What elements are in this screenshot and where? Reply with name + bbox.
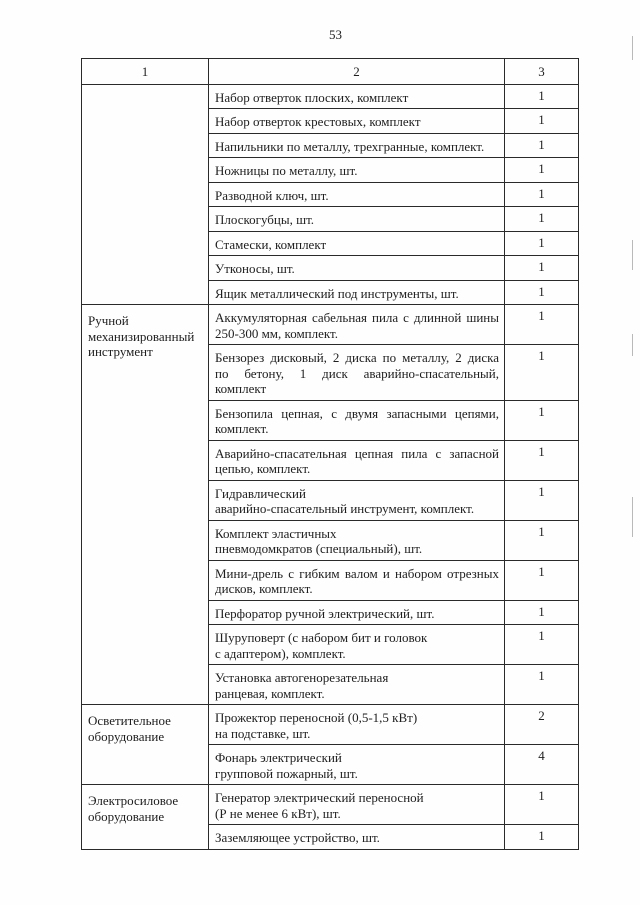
- scan-artifact: [632, 36, 633, 60]
- header-col-1: 1: [82, 59, 209, 85]
- item-name-cell: Стамески, комплект: [209, 231, 505, 256]
- item-quantity-cell: 1: [505, 520, 579, 560]
- page-number: 53: [329, 27, 342, 42]
- item-name-cell: Разводной ключ, шт.: [209, 182, 505, 207]
- item-name-line: комплект: [215, 381, 267, 396]
- item-name-cell: [209, 440, 505, 480]
- header-col-2: 2: [209, 59, 505, 85]
- item-name-line: Мини-дрель с гибким валом и набором отрезных: [215, 565, 499, 581]
- category-cell: [82, 84, 209, 305]
- item-name-cell: [209, 345, 505, 401]
- item-name-cell: Заземляющее устройство, шт.: [209, 825, 505, 850]
- item-name-line: по бетону, 1 диск аварийно-спасательный,: [215, 365, 499, 381]
- item-quantity-cell: 1: [505, 665, 579, 705]
- item-name-cell: [209, 400, 505, 440]
- item-name-cell: Набор отверток крестовых, комплект: [209, 109, 505, 134]
- table-header: [82, 59, 579, 85]
- item-name-line: Аккумуляторная сабельная пила с длинной шины: [215, 310, 499, 325]
- item-quantity-cell: 1: [505, 231, 579, 256]
- item-name-line: цепью, комплект.: [215, 461, 311, 476]
- item-name-cell: Прожектор переносной (0,5-1,5 кВт) на подставке, шт.: [209, 705, 505, 745]
- scan-artifact: [632, 497, 633, 537]
- item-name-cell: Гидравлический аварийно-спасательный инструмент, комплект.: [209, 480, 505, 520]
- table-body: [82, 84, 579, 849]
- item-name-cell: Ящик металлический под инструменты, шт.: [209, 280, 505, 305]
- scan-artifact: [632, 334, 633, 356]
- item-name-cell: Напильники по металлу, трехгранные, комплект.: [209, 133, 505, 158]
- item-quantity-cell: 1: [505, 133, 579, 158]
- table-row: [82, 84, 579, 109]
- item-quantity-cell: 1: [505, 182, 579, 207]
- item-name-cell: Ножницы по металлу, шт.: [209, 158, 505, 183]
- item-name-line: комплект.: [215, 421, 269, 436]
- table-row: [82, 705, 579, 745]
- table-row: [82, 305, 579, 345]
- category-cell: Электросиловое оборудование: [82, 785, 209, 850]
- table-row: [82, 785, 579, 825]
- item-name-line: Аварийно-спасательная цепная пила с запасной: [215, 445, 499, 461]
- item-quantity-cell: 1: [505, 84, 579, 109]
- item-quantity-cell: 1: [505, 158, 579, 183]
- item-name-cell: [209, 560, 505, 600]
- header-col-3: 3: [505, 59, 579, 85]
- item-quantity-cell: 1: [505, 305, 579, 345]
- item-name-cell: Генератор электрический переносной (Р не менее 6 кВт), шт.: [209, 785, 505, 825]
- item-quantity-cell: 1: [505, 256, 579, 281]
- item-name-line: Бензопила цепная, с двумя запасными цепями,: [215, 405, 499, 421]
- item-name-cell: Плоскогубцы, шт.: [209, 207, 505, 232]
- item-quantity-cell: 1: [505, 400, 579, 440]
- item-name-line: 250-300 мм, комплект.: [215, 325, 338, 341]
- item-quantity-cell: 1: [505, 207, 579, 232]
- item-quantity-cell: 1: [505, 560, 579, 600]
- item-quantity-cell: 1: [505, 345, 579, 401]
- category-cell: Осветительное оборудование: [82, 705, 209, 785]
- item-quantity-cell: 1: [505, 480, 579, 520]
- item-name-cell: Утконосы, шт.: [209, 256, 505, 281]
- item-name-cell: Набор отверток плоских, комплект: [209, 84, 505, 109]
- scan-artifact: [632, 240, 633, 270]
- item-name-cell: Шуруповерт (с набором бит и головок с адаптером), комплект.: [209, 625, 505, 665]
- item-quantity-cell: 1: [505, 109, 579, 134]
- item-name-cell: [209, 305, 505, 345]
- equipment-table: [81, 58, 579, 850]
- item-quantity-cell: 2: [505, 705, 579, 745]
- item-quantity-cell: 1: [505, 625, 579, 665]
- item-name-cell: Фонарь электрический групповой пожарный, шт.: [209, 745, 505, 785]
- item-quantity-cell: 4: [505, 745, 579, 785]
- category-cell: Ручной механизированный инструмент: [82, 305, 209, 705]
- item-quantity-cell: 1: [505, 825, 579, 850]
- item-name-cell: Перфоратор ручной электрический, шт.: [209, 600, 505, 625]
- item-name-cell: Комплект эластичных пневмодомкратов (специальный), шт.: [209, 520, 505, 560]
- item-quantity-cell: 1: [505, 440, 579, 480]
- item-quantity-cell: 1: [505, 280, 579, 305]
- header-row: [82, 59, 579, 85]
- item-quantity-cell: 1: [505, 785, 579, 825]
- item-name-cell: Установка автогенорезательная ранцевая, комплект.: [209, 665, 505, 705]
- item-quantity-cell: 1: [505, 600, 579, 625]
- item-name-line: дисков, комплект.: [215, 581, 313, 596]
- item-name-line: Бензорез дисковый, 2 диска по металлу, 2 диска: [215, 350, 499, 365]
